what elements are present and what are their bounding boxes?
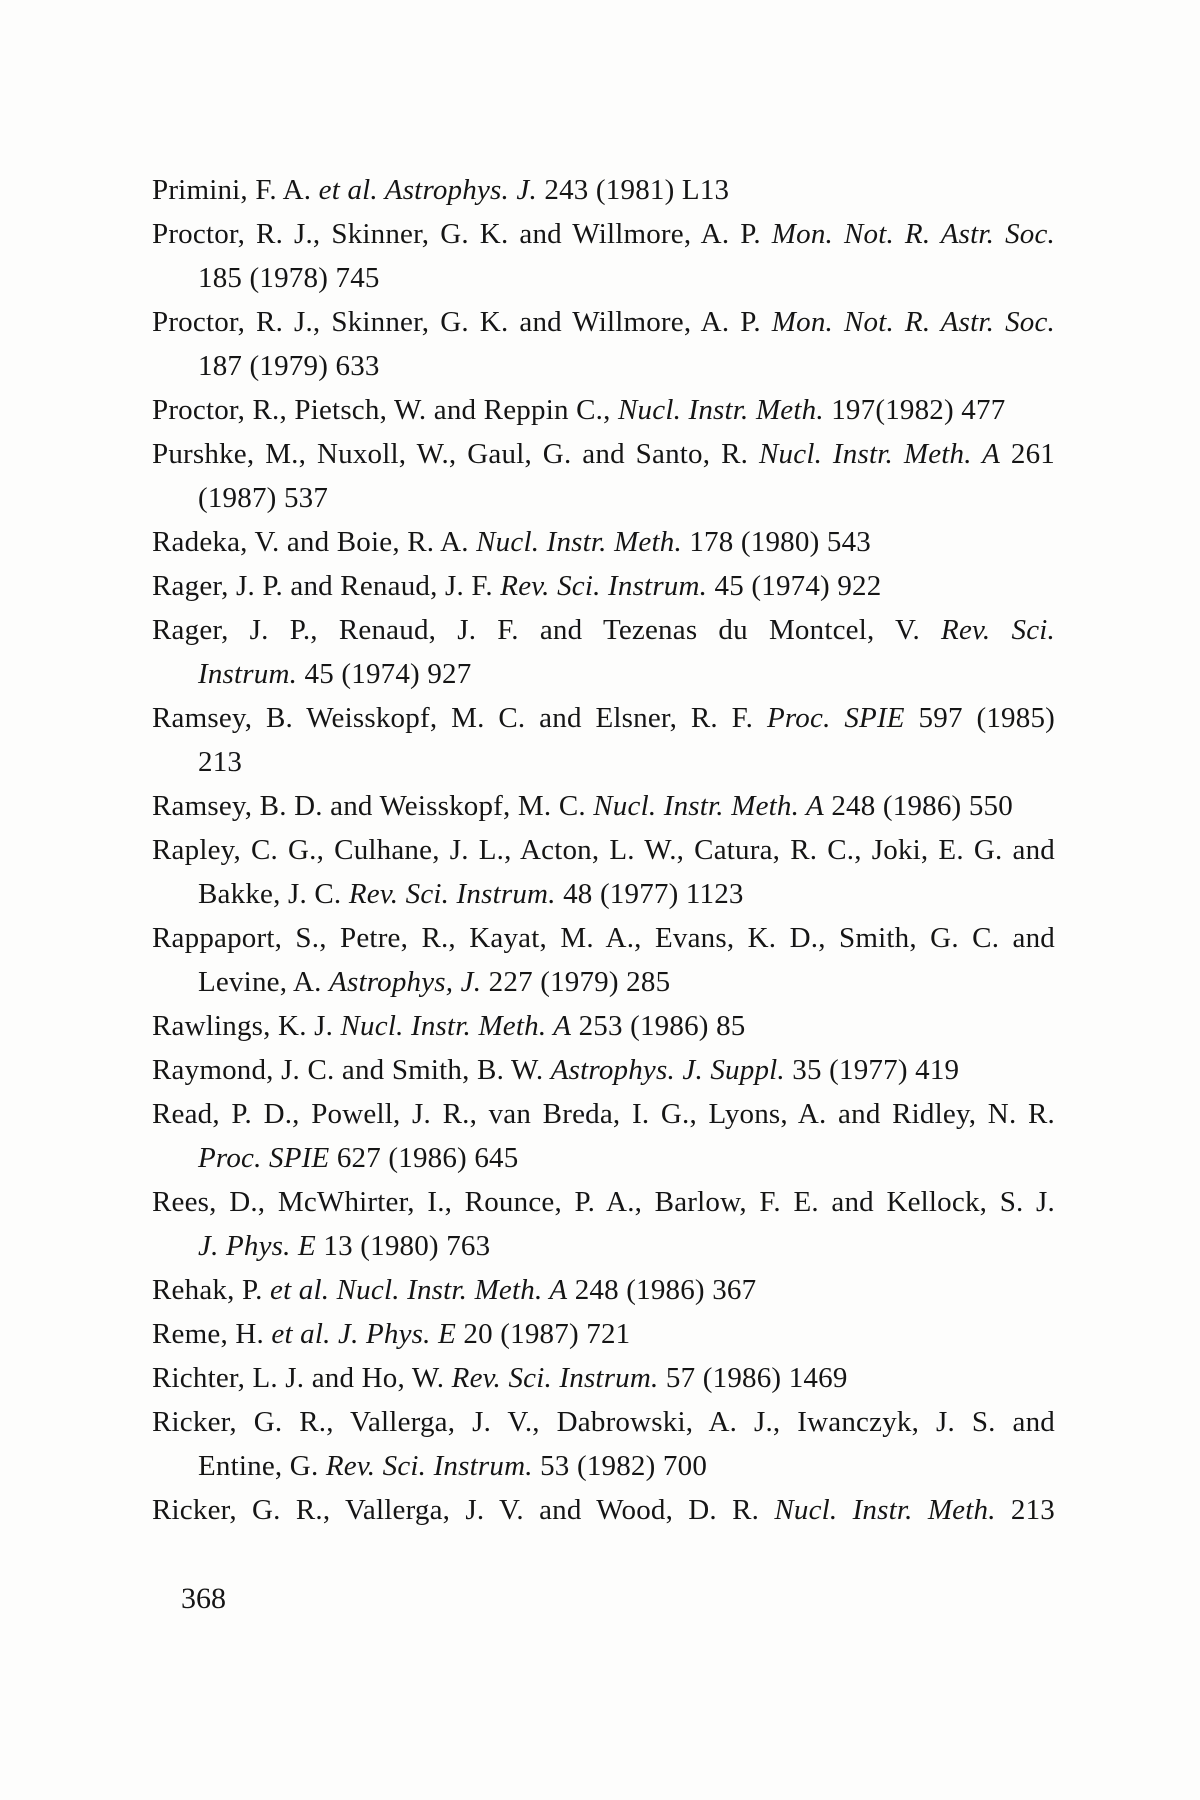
reference-list — [152, 168, 1055, 1532]
reference-line — [152, 1180, 1055, 1224]
reference-text: 35 (1977) 419 — [784, 1054, 960, 1086]
reference-text: Read, P. D., Powell, J. R., van Breda, I. G., Lyons, A. and Ridley, N. R. — [152, 1098, 1055, 1130]
reference-line — [152, 784, 1055, 828]
reference-entry — [152, 1356, 1055, 1400]
reference-line — [152, 696, 1055, 740]
journal-name-italic: Nucl. Instr. Meth. A — [340, 1010, 572, 1042]
journal-name-italic: J. Phys. E — [198, 1230, 316, 1262]
reference-entry — [152, 828, 1055, 916]
reference-text: 48 (1977) 1123 — [555, 878, 744, 910]
reference-text: Ramsey, B. D. and Weisskopf, M. C. — [152, 790, 594, 822]
journal-name-italic: Nucl. Instr. Meth. A — [593, 790, 824, 822]
reference-text: Bakke, J. C. — [198, 878, 349, 910]
journal-name-italic: Rev. Sci. — [941, 614, 1055, 646]
reference-text: 243 (1981) L13 — [536, 174, 730, 206]
reference-line — [152, 1444, 1055, 1488]
reference-entry — [152, 212, 1055, 300]
reference-line — [152, 1268, 1055, 1312]
reference-entry — [152, 1312, 1055, 1356]
journal-name-italic: Nucl. Instr. Meth. — [618, 394, 824, 426]
reference-entry — [152, 1004, 1055, 1048]
reference-text: Rapley, C. G., Culhane, J. L., Acton, L. W., Catura, R. C., Joki, E. G. and — [152, 834, 1055, 866]
reference-line — [152, 1312, 1055, 1356]
reference-line — [152, 520, 1055, 564]
reference-line — [152, 1224, 1055, 1268]
reference-text: 627 (1986) 645 — [329, 1142, 519, 1174]
reference-line — [152, 388, 1055, 432]
reference-text: Raymond, J. C. and Smith, B. W. — [152, 1054, 551, 1086]
reference-line — [152, 1400, 1055, 1444]
reference-text: 248 (1986) 550 — [823, 790, 1013, 822]
reference-line — [152, 960, 1055, 1004]
reference-text: 197(1982) 477 — [823, 394, 1006, 426]
reference-text: 45 (1974) 922 — [707, 570, 882, 602]
journal-name-italic: Nucl. Instr. Meth. — [476, 526, 682, 558]
journal-name-italic: Rev. Sci. Instrum. — [451, 1362, 659, 1394]
reference-text: 178 (1980) 543 — [681, 526, 871, 558]
reference-line — [152, 1356, 1055, 1400]
journal-name-italic: Rev. Sci. Instrum. — [348, 878, 556, 910]
reference-text: 20 (1987) 721 — [455, 1318, 631, 1350]
reference-text: Rees, D., McWhirter, I., Rounce, P. A., Barlow, F. E. and Kellock, S. J. — [152, 1186, 1055, 1218]
reference-text: Rehak, P. — [152, 1274, 270, 1306]
reference-text: 248 (1986) 367 — [567, 1274, 757, 1306]
reference-line — [152, 256, 1055, 300]
reference-line — [152, 564, 1055, 608]
reference-line — [152, 476, 1055, 520]
journal-name-italic: Proc. SPIE — [766, 702, 905, 734]
reference-text: Richter, L. J. and Ho, W. — [152, 1362, 452, 1394]
reference-text: Purshke, M., Nuxoll, W., Gaul, G. and Santo, R. — [152, 438, 759, 470]
reference-text: 227 (1979) 285 — [481, 966, 671, 998]
journal-name-italic: Mon. Not. R. Astr. Soc. — [771, 218, 1055, 250]
reference-text: Ricker, G. R., Vallerga, J. V. and Wood, D. R. — [152, 1494, 775, 1526]
reference-line — [152, 432, 1055, 476]
reference-line — [152, 168, 1055, 212]
reference-text: (1987) 537 — [198, 482, 329, 514]
journal-name-italic: et al. Nucl. Instr. Meth. A — [270, 1274, 568, 1306]
reference-text: Rager, J. P., Renaud, J. F. and Tezenas du Montcel, V. — [152, 614, 942, 646]
journal-name-italic: Rev. Sci. Instrum. — [500, 570, 708, 602]
reference-entry — [152, 432, 1055, 520]
reference-entry — [152, 168, 1055, 212]
reference-text: 53 (1982) 700 — [532, 1450, 708, 1482]
journal-name-italic: Astrophys. J. Suppl. — [550, 1054, 785, 1086]
reference-entry — [152, 1180, 1055, 1268]
reference-line — [152, 1004, 1055, 1048]
reference-text: Proctor, R. J., Skinner, G. K. and Willmore, A. P. — [152, 306, 772, 338]
reference-text: Ricker, G. R., Vallerga, J. V., Dabrowski, A. J., Iwanczyk, J. S. and — [152, 1406, 1055, 1438]
reference-text: Rawlings, K. J. — [152, 1010, 341, 1042]
reference-text: 185 (1978) 745 — [198, 262, 380, 294]
reference-entry — [152, 1268, 1055, 1312]
reference-line — [152, 1048, 1055, 1092]
reference-entry — [152, 1400, 1055, 1488]
reference-entry — [152, 388, 1055, 432]
reference-text: 213 — [198, 746, 243, 778]
reference-text: 57 (1986) 1469 — [658, 1362, 848, 1394]
reference-text: 187 (1979) 633 — [198, 350, 380, 382]
reference-line — [152, 872, 1055, 916]
reference-text: Ramsey, B. Weisskopf, M. C. and Elsner, R. F. — [152, 702, 767, 734]
reference-line — [152, 608, 1055, 652]
reference-line — [152, 344, 1055, 388]
reference-line — [152, 1488, 1055, 1532]
reference-entry — [152, 784, 1055, 828]
reference-text: Primini, F. A. — [152, 174, 319, 206]
journal-name-italic: Instrum. — [198, 658, 298, 690]
reference-entry — [152, 520, 1055, 564]
reference-entry — [152, 916, 1055, 1004]
reference-entry — [152, 1488, 1055, 1532]
reference-text: Rappaport, S., Petre, R., Kayat, M. A., Evans, K. D., Smith, G. C. and — [152, 922, 1055, 954]
reference-text: Rager, J. P. and Renaud, J. F. — [152, 570, 501, 602]
journal-name-italic: et al. Astrophys. J. — [318, 174, 537, 206]
reference-text: 213 — [995, 1494, 1055, 1526]
reference-line — [152, 652, 1055, 696]
journal-name-italic: Nucl. Instr. Meth. A — [759, 438, 1000, 470]
reference-text: 13 (1980) 763 — [315, 1230, 491, 1262]
journal-name-italic: Rev. Sci. Instrum. — [325, 1450, 533, 1482]
reference-text: Entine, G. — [198, 1450, 326, 1482]
reference-text: Radeka, V. and Boie, R. A. — [152, 526, 477, 558]
reference-entry — [152, 608, 1055, 696]
reference-line — [152, 1136, 1055, 1180]
reference-text: 253 (1986) 85 — [571, 1010, 746, 1042]
reference-entry — [152, 1048, 1055, 1092]
journal-name-italic: Astrophys, J. — [329, 966, 482, 998]
reference-line — [152, 740, 1055, 784]
reference-line — [152, 828, 1055, 872]
reference-entry — [152, 564, 1055, 608]
reference-line — [152, 212, 1055, 256]
reference-line — [152, 1092, 1055, 1136]
reference-text: Proctor, R., Pietsch, W. and Reppin C., — [152, 394, 618, 426]
journal-name-italic: Nucl. Instr. Meth. — [774, 1494, 996, 1526]
reference-entry — [152, 300, 1055, 388]
reference-text: Reme, H. — [152, 1318, 272, 1350]
reference-text: 261 — [999, 438, 1055, 470]
reference-text: 45 (1974) 927 — [297, 658, 472, 690]
reference-entry — [152, 1092, 1055, 1180]
reference-text: 597 (1985) — [904, 702, 1055, 734]
reference-line — [152, 916, 1055, 960]
page-number: 368 — [181, 1582, 226, 1615]
reference-text: Levine, A. — [198, 966, 330, 998]
journal-name-italic: et al. J. Phys. E — [271, 1318, 456, 1350]
journal-name-italic: Proc. SPIE — [198, 1142, 330, 1174]
journal-name-italic: Mon. Not. R. Astr. Soc. — [771, 306, 1055, 338]
reference-entry — [152, 696, 1055, 784]
reference-line — [152, 300, 1055, 344]
reference-text: Proctor, R. J., Skinner, G. K. and Willmore, A. P. — [152, 218, 772, 250]
